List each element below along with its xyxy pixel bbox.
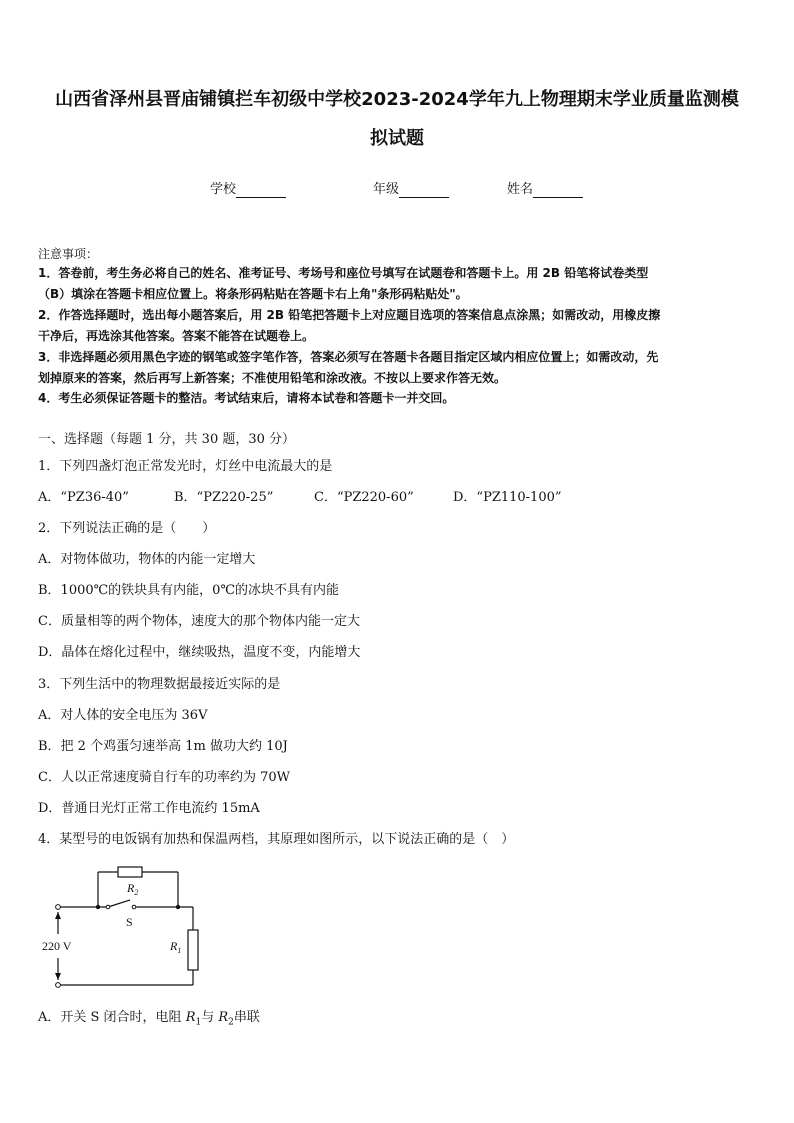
q2-option-b: B．1000℃的铁块具有内能，0℃的冰块不具有内能 <box>38 583 339 598</box>
school-label: 学校 <box>210 182 237 197</box>
r1-label: $R_1$ <box>170 939 182 955</box>
school-field <box>210 182 286 198</box>
notice-line-5: 3．非选择题必须用黑色字迹的钢笔或签字笔作答，答案必须写在答题卡各题目指定区域内相应位置上；如需改动，先 <box>38 350 659 364</box>
q3-option-b: B．把 2 个鸡蛋匀速举高 1m 做功大约 10J <box>38 739 288 754</box>
notice-line-4: 干净后，再选涂其他答案。答案不能答在试题卷上。 <box>38 329 315 343</box>
page-title-line1: 山西省泽州县晋庙铺镇拦车初级中学校2023-2024学年九上物理期末学业质量监测模 <box>55 89 739 110</box>
voltage-label: 220 V <box>42 939 72 953</box>
q3-option-c: C．人以正常速度骑自行车的功率约为 70W <box>38 770 290 785</box>
q2-option-a: A．对物体做功，物体的内能一定增大 <box>38 552 256 567</box>
grade-field <box>373 182 449 198</box>
q3-stem: 3．下列生活中的物理数据最接近实际的是 <box>38 677 281 692</box>
name-label: 姓名 <box>507 182 534 197</box>
q1-option-c: C．“PZ220-60” <box>314 490 414 505</box>
q2-option-d: D．晶体在熔化过程中，继续吸热，温度不变，内能增大 <box>38 645 361 660</box>
terminal-top <box>56 905 61 910</box>
grade-label: 年级 <box>373 182 400 197</box>
q4-stem: 4．某型号的电饭锅有加热和保温两档，其原理如图所示，以下说法正确的是（ ） <box>38 832 515 847</box>
q3-option-a: A．对人体的安全电压为 36V <box>38 708 208 723</box>
switch-label: S <box>126 915 133 929</box>
name-field <box>507 182 583 198</box>
q2-stem: 2．下列说法正确的是（ ） <box>38 521 216 536</box>
q1-option-d: D．“PZ110-100” <box>453 490 562 505</box>
notice-line-3: 2．作答选择题时，选出每小题答案后，用 2B 铅笔把答题卡上对应题目选项的答案信息点涂黑；如需改动，用橡皮擦 <box>38 308 661 322</box>
page-title-line2: 拟试题 <box>370 128 424 149</box>
grade-blank[interactable] <box>399 185 449 198</box>
q2-option-c: C．质量相等的两个物体，速度大的那个物体内能一定大 <box>38 614 360 629</box>
notice-line-1: 1．答卷前，考生务必将自己的姓名、准考证号、考场号和座位号填写在试题卷和答题卡上。用 2B 铅笔将试卷类型 <box>38 266 649 280</box>
school-blank[interactable] <box>236 185 286 198</box>
notice-line-2: （B）填涂在答题卡相应位置上。将条形码粘贴在答题卡右上角"条形码粘贴处"。 <box>38 287 468 301</box>
terminal-bottom <box>56 983 61 988</box>
q1-stem: 1．下列四盏灯泡正常发光时，灯丝中电流最大的是 <box>38 459 333 474</box>
notice-line-7: 4．考生必须保证答题卡的整洁。考试结束后，请将本试卷和答题卡一并交回。 <box>38 391 455 405</box>
section-heading: 一、选择题（每题 1 分，共 30 题，30 分） <box>38 432 296 447</box>
r2-label: $R_2$ <box>127 881 139 897</box>
q3-option-d: D．普通日光灯正常工作电流约 15mA <box>38 801 260 816</box>
q4-option-a: A．开关 S 闭合时，电阻 $R_1$与 $R_2$串联 <box>38 1010 260 1028</box>
q1-option-a: A．“PZ36-40” <box>38 490 129 505</box>
q1-option-b: B．“PZ220-25” <box>174 490 274 505</box>
notice-heading: 注意事项： <box>38 247 99 261</box>
name-blank[interactable] <box>533 185 583 198</box>
circuit-diagram <box>38 860 218 995</box>
notice-line-6: 划掉原来的答案，然后再写上新答案；不准使用铅笔和涂改液。不按以上要求作答无效。 <box>38 371 507 385</box>
